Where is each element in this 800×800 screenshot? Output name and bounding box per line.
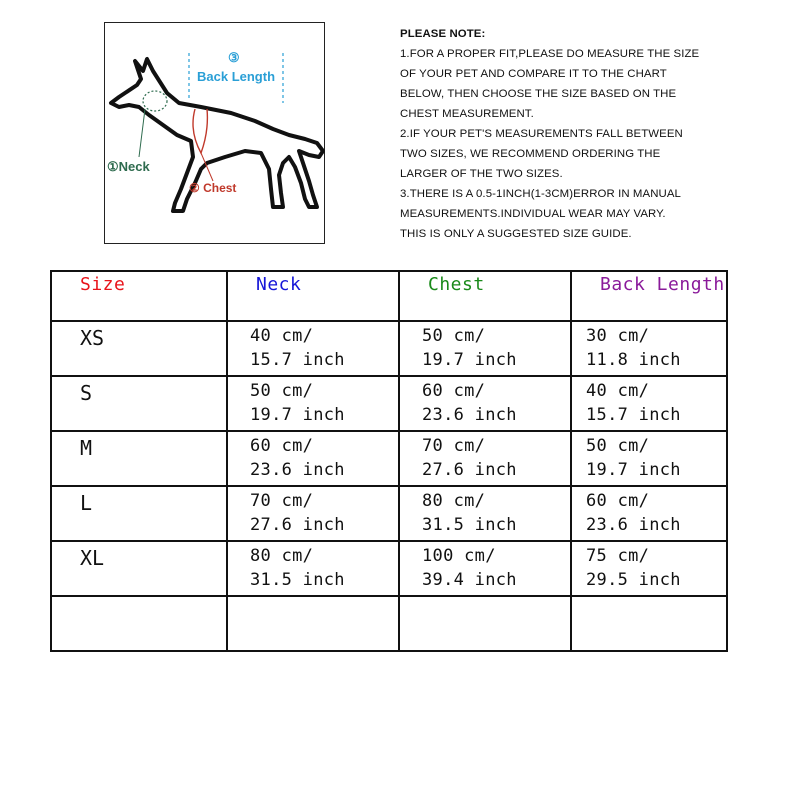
size-cell [51,376,227,431]
neck-inch: 19.7 inch [250,405,345,425]
note-line: 1.FOR A PROPER FIT,PLEASE DO MEASURE THE SIZE [400,48,700,60]
table-header-row [51,271,727,321]
chest-cm: 80 cm/ [422,491,486,511]
neck-measure-line [143,91,167,111]
back-inch: 29.5 inch [586,570,681,590]
neck-cell [227,486,399,541]
neck-label: ①Neck [107,159,150,174]
size-chart-table [50,270,728,652]
back-inch: 23.6 inch [586,515,681,535]
back-cell [571,486,727,541]
note-line: 3.THERE IS A 0.5-1INCH(1-3CM)ERROR IN MANUAL [400,188,681,200]
header-chest-label: Chest [428,274,485,295]
note-line: OF YOUR PET AND COMPARE IT TO THE CHART [400,68,667,80]
table-row [51,376,727,431]
table-row [51,486,727,541]
chest-cell [399,321,571,376]
chest-cell [399,541,571,596]
chest-cm: 100 cm/ [422,546,496,566]
dog-silhouette-icon [105,23,326,245]
header-back-length [571,271,727,321]
size-guide-note [400,24,720,244]
neck-cm: 50 cm/ [250,381,314,401]
chest-cm: 70 cm/ [422,436,486,456]
tail-cell [571,596,727,651]
neck-cell [227,541,399,596]
neck-inch: 23.6 inch [250,460,345,480]
back-cell [571,376,727,431]
chest-measure-line [193,109,207,153]
header-size-label: Size [80,274,126,295]
chest-inch: 19.7 inch [422,350,517,370]
tail-cell [399,596,571,651]
chest-cell [399,376,571,431]
chest-inch: 27.6 inch [422,460,517,480]
neck-cell [227,321,399,376]
size-cell [51,486,227,541]
back-cell [571,321,727,376]
table-tail-row [51,596,727,651]
chest-cm: 60 cm/ [422,381,486,401]
table-row [51,541,727,596]
neck-cm: 80 cm/ [250,546,314,566]
neck-inch: 27.6 inch [250,515,345,535]
size-cell [51,431,227,486]
neck-inch: 31.5 inch [250,570,345,590]
back-cm: 30 cm/ [586,326,650,346]
back-length-label: Back Length [197,69,276,84]
note-line: MEASUREMENTS.INDIVIDUAL WEAR MAY VARY. [400,208,666,220]
dog-measurement-diagram [104,22,325,244]
size-value: M [80,436,93,460]
size-value: S [80,381,93,405]
chest-label: ② Chest [189,181,237,195]
back-cm: 60 cm/ [586,491,650,511]
neck-inch: 15.7 inch [250,350,345,370]
back-cm: 75 cm/ [586,546,650,566]
back-cell [571,541,727,596]
back-inch: 15.7 inch [586,405,681,425]
neck-cm: 70 cm/ [250,491,314,511]
note-line: LARGER OF THE TWO SIZES. [400,168,563,180]
header-neck-label: Neck [256,274,302,295]
header-back-length-label: Back Length [600,274,725,295]
chest-cm: 50 cm/ [422,326,486,346]
neck-cm: 60 cm/ [250,436,314,456]
chest-cell [399,486,571,541]
neck-pointer [139,109,145,157]
neck-cm: 40 cm/ [250,326,314,346]
note-title: PLEASE NOTE: [400,28,486,40]
neck-cell [227,376,399,431]
back-cm: 40 cm/ [586,381,650,401]
size-cell [51,321,227,376]
size-cell [51,541,227,596]
header-chest [399,271,571,321]
chest-inch: 31.5 inch [422,515,517,535]
size-value: XL [80,546,105,570]
note-line: CHEST MEASUREMENT. [400,108,534,120]
chest-inch: 39.4 inch [422,570,517,590]
chest-cell [399,431,571,486]
neck-cell [227,431,399,486]
note-line: 2.IF YOUR PET'S MEASUREMENTS FALL BETWEEN [400,128,683,140]
table-row [51,321,727,376]
note-line: TWO SIZES, WE RECOMMEND ORDERING THE [400,148,661,160]
back-cm: 50 cm/ [586,436,650,456]
chest-inch: 23.6 inch [422,405,517,425]
back-inch: 11.8 inch [586,350,681,370]
table-row [51,431,727,486]
note-line: THIS IS ONLY A SUGGESTED SIZE GUIDE. [400,228,632,240]
header-size [51,271,227,321]
note-line: BELOW, THEN CHOOSE THE SIZE BASED ON THE [400,88,677,100]
tail-cell [51,596,227,651]
size-value: XS [80,326,105,350]
tail-cell [227,596,399,651]
size-value: L [80,491,93,515]
back-length-number: ③ [228,50,240,65]
back-cell [571,431,727,486]
back-inch: 19.7 inch [586,460,681,480]
header-neck [227,271,399,321]
